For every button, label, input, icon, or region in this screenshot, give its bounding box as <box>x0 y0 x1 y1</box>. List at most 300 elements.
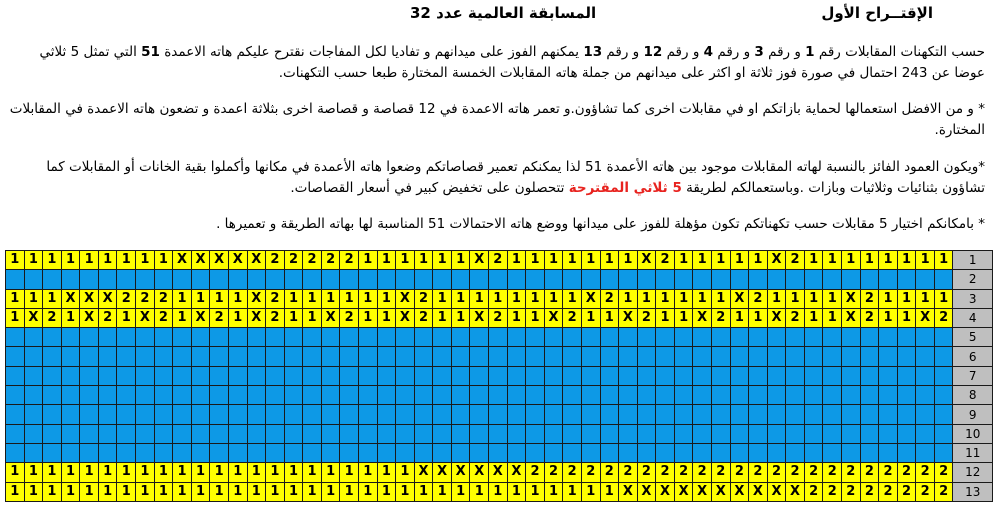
grid-cell: 2 <box>711 463 730 482</box>
grid-cell <box>619 443 638 462</box>
grid-cell: 1 <box>879 289 898 308</box>
grid-cell: 1 <box>247 463 266 482</box>
grid-cell: X <box>916 308 935 327</box>
grid-cell: 1 <box>711 289 730 308</box>
grid-cell <box>340 270 359 289</box>
grid-cell: 1 <box>266 482 285 501</box>
grid-cell <box>749 424 768 443</box>
grid-cell <box>210 405 229 424</box>
grid-cell: X <box>136 308 155 327</box>
grid-cell <box>173 328 192 347</box>
grid-cell <box>786 386 805 405</box>
grid-cell <box>191 270 210 289</box>
grid-cell <box>637 443 656 462</box>
grid-cell <box>43 443 62 462</box>
grid-cell <box>674 328 693 347</box>
grid-cell <box>767 270 786 289</box>
grid-cell <box>823 443 842 462</box>
grid-cell <box>916 366 935 385</box>
grid-cell <box>340 366 359 385</box>
grid-cell <box>767 424 786 443</box>
grid-cell: 2 <box>656 251 675 270</box>
grid-cell: 2 <box>674 463 693 482</box>
grid-cell <box>804 424 823 443</box>
grid-cell <box>173 405 192 424</box>
grid-cell: 2 <box>266 251 285 270</box>
grid-cell <box>544 270 563 289</box>
grid-cell <box>451 366 470 385</box>
grid-cell <box>916 328 935 347</box>
grid-cell: 2 <box>284 251 303 270</box>
grid-cell: X <box>581 289 600 308</box>
grid-cell: 1 <box>24 289 43 308</box>
grid-cell: 1 <box>451 482 470 501</box>
grid-cell <box>80 270 99 289</box>
grid-cell: 1 <box>321 482 340 501</box>
grid-cell: 2 <box>879 482 898 501</box>
grid-cell: 1 <box>284 463 303 482</box>
grid-cell <box>581 366 600 385</box>
grid-cell: 1 <box>823 308 842 327</box>
grid-cell <box>247 270 266 289</box>
grid-cell <box>24 443 43 462</box>
grid-cell <box>24 328 43 347</box>
grid-cell <box>6 386 25 405</box>
grid-cell: 1 <box>711 251 730 270</box>
grid-cell <box>433 405 452 424</box>
grid-cell <box>303 443 322 462</box>
grid-cell <box>897 270 916 289</box>
grid-cell <box>563 386 582 405</box>
grid-cell <box>247 405 266 424</box>
grid-cell <box>377 270 396 289</box>
grid-cell: 1 <box>563 289 582 308</box>
grid-cell: 1 <box>619 289 638 308</box>
grid-cell <box>24 405 43 424</box>
grid-cell: X <box>544 308 563 327</box>
grid-cell <box>934 424 953 443</box>
grid-cell: 1 <box>823 251 842 270</box>
grid-cell <box>897 347 916 366</box>
grid-cell <box>154 443 173 462</box>
grid-cell: 1 <box>117 251 136 270</box>
row-number: 6 <box>953 347 993 366</box>
grid-cell: 1 <box>228 308 247 327</box>
grid-cell: 1 <box>191 463 210 482</box>
grid-cell: 2 <box>897 482 916 501</box>
grid-cell: 1 <box>377 289 396 308</box>
grid-cell: 1 <box>6 289 25 308</box>
row-number: 5 <box>953 328 993 347</box>
grid-cell <box>451 405 470 424</box>
grid-cell <box>526 386 545 405</box>
grid-cell <box>210 366 229 385</box>
grid-cell <box>98 366 117 385</box>
grid-cell <box>767 405 786 424</box>
grid-cell <box>897 443 916 462</box>
grid-cell <box>117 424 136 443</box>
grid-cell: 1 <box>154 251 173 270</box>
grid-cell <box>191 405 210 424</box>
grid-cell <box>321 270 340 289</box>
grid-cell: 1 <box>377 463 396 482</box>
row-number: 1 <box>953 251 993 270</box>
grid-cell: 1 <box>823 289 842 308</box>
grid-cell <box>266 405 285 424</box>
grid-cell: X <box>619 308 638 327</box>
grid-cell <box>842 424 861 443</box>
grid-cell: X <box>470 463 489 482</box>
grid-cell <box>526 443 545 462</box>
grid-cell: 1 <box>228 289 247 308</box>
grid-cell: 1 <box>414 251 433 270</box>
grid-cell: 1 <box>600 251 619 270</box>
grid-cell <box>711 270 730 289</box>
grid-cell <box>358 405 377 424</box>
grid-cell <box>284 386 303 405</box>
paragraph-text-run: 13 <box>583 44 603 60</box>
grid-cell <box>674 366 693 385</box>
grid-cell: 1 <box>656 308 675 327</box>
grid-cell <box>842 270 861 289</box>
grid-cell <box>98 405 117 424</box>
grid-cell: 1 <box>396 251 415 270</box>
grid-cell <box>117 328 136 347</box>
grid-cell: 2 <box>897 463 916 482</box>
grid-cell <box>600 328 619 347</box>
grid-cell: 2 <box>730 463 749 482</box>
grid-cell <box>191 424 210 443</box>
grid-cell <box>136 270 155 289</box>
grid-cell: 1 <box>266 463 285 482</box>
grid-cell <box>563 347 582 366</box>
grid-cell: 1 <box>303 482 322 501</box>
grid-cell: 1 <box>433 289 452 308</box>
grid-cell <box>897 424 916 443</box>
grid-cell <box>377 366 396 385</box>
grid-cell <box>842 386 861 405</box>
grid-cell <box>860 347 879 366</box>
grid-cell <box>284 443 303 462</box>
row-number: 3 <box>953 289 993 308</box>
grid-cell <box>563 328 582 347</box>
grid-cell: 2 <box>600 463 619 482</box>
grid-cell <box>916 443 935 462</box>
grid-cell: X <box>711 482 730 501</box>
grid-cell <box>749 270 768 289</box>
grid-cell <box>897 328 916 347</box>
grid-cell <box>600 366 619 385</box>
grid-cell <box>396 424 415 443</box>
paragraph-text-run: * و من الافضل استعمالها لحماية بازاتكم او في مقابلات اخرى كما تشاؤون.و تعمر هاته الاعمدة في 12 قصاصة و قصاصة اخرى بثلاثة اعمدة و تضعون هاته الاعمدة في المقابلات المختارة. <box>9 101 985 138</box>
grid-cell <box>433 443 452 462</box>
grid-cell <box>489 366 508 385</box>
grid-cell: X <box>210 251 229 270</box>
grid-cell: 1 <box>451 251 470 270</box>
grid-cell <box>396 366 415 385</box>
grid-cell: 1 <box>897 308 916 327</box>
row-number: 12 <box>953 463 993 482</box>
grid-cell <box>581 347 600 366</box>
paragraph-text-run: 5 ثلاثي المقترحة <box>568 180 682 196</box>
grid-cell <box>489 424 508 443</box>
grid-cell: X <box>191 308 210 327</box>
grid-cell <box>674 405 693 424</box>
grid-cell: 1 <box>489 289 508 308</box>
grid-cell <box>6 328 25 347</box>
grid-cell <box>6 405 25 424</box>
grid-cell: 2 <box>340 251 359 270</box>
grid-cell <box>507 347 526 366</box>
grid-cell <box>860 386 879 405</box>
grid-cell <box>526 366 545 385</box>
grid-cell <box>154 424 173 443</box>
grid-cell <box>730 328 749 347</box>
grid-cell <box>693 270 712 289</box>
grid-cell: 1 <box>6 482 25 501</box>
grid-cell: 1 <box>43 482 62 501</box>
grid-cell <box>80 424 99 443</box>
grid-cell <box>842 328 861 347</box>
grid-cell <box>117 366 136 385</box>
grid-cell: 2 <box>600 289 619 308</box>
grid-cell: 2 <box>860 482 879 501</box>
grid-cell: 1 <box>377 482 396 501</box>
grid-cell <box>340 424 359 443</box>
grid-cell: 1 <box>674 251 693 270</box>
grid-cell <box>80 328 99 347</box>
grid-cell <box>749 347 768 366</box>
grid-cell <box>619 270 638 289</box>
grid-cell: X <box>767 482 786 501</box>
grid-cell <box>358 328 377 347</box>
grid-cell: 1 <box>191 482 210 501</box>
grid-cell <box>489 443 508 462</box>
grid-cell <box>321 443 340 462</box>
grid-cell: 1 <box>749 308 768 327</box>
grid-cell: 1 <box>61 463 80 482</box>
grid-cell <box>470 443 489 462</box>
grid-cell <box>897 366 916 385</box>
grid-cell <box>507 386 526 405</box>
grid-cell <box>210 424 229 443</box>
grid-cell <box>433 270 452 289</box>
grid-cell <box>637 386 656 405</box>
grid-cell: 1 <box>377 308 396 327</box>
grid-cell <box>6 424 25 443</box>
grid-cell <box>934 347 953 366</box>
grid-cell <box>489 386 508 405</box>
grid-cell: X <box>637 251 656 270</box>
grid-cell <box>507 270 526 289</box>
grid-cell: 1 <box>767 289 786 308</box>
grid-cell: 1 <box>117 482 136 501</box>
grid-cell <box>693 405 712 424</box>
grid-cell <box>842 443 861 462</box>
grid-cell <box>507 443 526 462</box>
paragraph-text-run: * بامكانكم اختيار 5 مقابلات حسب تكهناتكم تكون مؤهلة للفوز على ميدانها ووضع هاته الاحتمالات 51 المناسبة لها بهاته الطريقة و تعميرها . <box>216 216 985 232</box>
grid-cell: 1 <box>526 482 545 501</box>
grid-cell <box>879 424 898 443</box>
grid-cell <box>173 366 192 385</box>
grid-cell: X <box>321 308 340 327</box>
grid-cell: 2 <box>786 251 805 270</box>
grid-cell <box>860 366 879 385</box>
grid-cell <box>173 443 192 462</box>
grid-cell <box>136 328 155 347</box>
grid-cell <box>433 386 452 405</box>
grid-cell: 1 <box>507 482 526 501</box>
grid-cell <box>414 270 433 289</box>
grid-cell: 2 <box>526 463 545 482</box>
grid-cell <box>749 443 768 462</box>
grid-cell: 1 <box>674 308 693 327</box>
grid-row <box>6 482 993 501</box>
grid-cell: X <box>507 463 526 482</box>
grid-cell <box>284 405 303 424</box>
grid-cell <box>767 328 786 347</box>
grid-cell <box>210 347 229 366</box>
grid-cell <box>80 386 99 405</box>
grid-cell: 2 <box>879 463 898 482</box>
grid-cell: 1 <box>489 482 508 501</box>
paragraph-4 <box>6 214 985 235</box>
grid-row <box>6 308 993 327</box>
grid-row <box>6 347 993 366</box>
grid-cell <box>43 270 62 289</box>
grid-cell <box>600 443 619 462</box>
grid-cell: 1 <box>340 289 359 308</box>
grid-cell: 2 <box>266 289 285 308</box>
grid-cell <box>489 270 508 289</box>
grid-cell <box>749 405 768 424</box>
grid-cell: 1 <box>544 289 563 308</box>
paragraph-text-run: 12 <box>643 44 663 60</box>
grid-cell <box>637 347 656 366</box>
grid-cell <box>711 328 730 347</box>
grid-cell: X <box>396 289 415 308</box>
grid-cell: 1 <box>600 482 619 501</box>
grid-cell: 1 <box>6 251 25 270</box>
grid-cell <box>61 443 80 462</box>
grid-cell <box>80 443 99 462</box>
grid-cell <box>136 405 155 424</box>
paragraph-text-run: و رقم <box>662 44 704 60</box>
grid-cell <box>934 386 953 405</box>
grid-cell <box>377 424 396 443</box>
grid-cell <box>340 347 359 366</box>
grid-cell <box>934 328 953 347</box>
grid-cell: 2 <box>860 308 879 327</box>
grid-cell: 1 <box>321 463 340 482</box>
grid-cell: 2 <box>637 308 656 327</box>
grid-cell: 2 <box>916 482 935 501</box>
grid-cell <box>80 366 99 385</box>
grid-cell <box>191 366 210 385</box>
grid-cell: 1 <box>24 463 43 482</box>
grid-cell: 2 <box>656 463 675 482</box>
grid-cell <box>61 424 80 443</box>
grid-cell: 1 <box>451 289 470 308</box>
grid-cell: 2 <box>563 463 582 482</box>
grid-cell <box>358 386 377 405</box>
grid-cell <box>247 366 266 385</box>
grid-cell: 1 <box>136 463 155 482</box>
grid-cell: X <box>674 482 693 501</box>
grid-cell <box>786 366 805 385</box>
grid-cell: 1 <box>303 289 322 308</box>
grid-cell: 1 <box>303 463 322 482</box>
grid-row <box>6 405 993 424</box>
grid-cell: 1 <box>433 308 452 327</box>
grid-cell: 2 <box>860 289 879 308</box>
grid-cell <box>711 386 730 405</box>
grid-cell <box>619 424 638 443</box>
grid-cell: 1 <box>470 289 489 308</box>
grid-cell <box>98 328 117 347</box>
grid-cell <box>433 366 452 385</box>
grid-cell <box>860 424 879 443</box>
grid-cell <box>414 347 433 366</box>
grid-cell: 1 <box>80 482 99 501</box>
grid-cell <box>767 347 786 366</box>
grid-cell <box>767 366 786 385</box>
grid-cell <box>284 328 303 347</box>
grid-cell: 1 <box>581 482 600 501</box>
grid-cell <box>711 424 730 443</box>
grid-cell <box>396 386 415 405</box>
grid-cell: 2 <box>266 308 285 327</box>
grid-cell <box>804 405 823 424</box>
grid-cell: 1 <box>24 251 43 270</box>
grid-cell: X <box>61 289 80 308</box>
grid-cell: 1 <box>284 289 303 308</box>
grid-cell <box>117 405 136 424</box>
grid-cell: 1 <box>136 251 155 270</box>
row-number: 8 <box>953 386 993 405</box>
grid-cell <box>507 405 526 424</box>
grid-cell <box>377 386 396 405</box>
grid-cell: 1 <box>98 251 117 270</box>
grid-cell <box>43 424 62 443</box>
grid-cell <box>6 270 25 289</box>
grid-cell <box>247 328 266 347</box>
grid-cell <box>6 366 25 385</box>
grid-cell <box>24 270 43 289</box>
grid-cell: 1 <box>98 463 117 482</box>
grid-cell <box>674 424 693 443</box>
grid-cell <box>303 328 322 347</box>
grid-cell <box>693 424 712 443</box>
grid-cell <box>730 347 749 366</box>
grid-cell <box>470 347 489 366</box>
grid-cell <box>247 386 266 405</box>
grid-cell <box>507 328 526 347</box>
paragraph-text-run: التي تمثل 5 ثلاثي عوضا عن 243 احتمال في صورة فوز ثلاثة او اكثر على ميدانهم من جملة هاته المقابلات الخمسة المختارة طبعا حسب التكهنات. <box>39 44 985 81</box>
grid-cell <box>228 366 247 385</box>
grid-cell <box>98 347 117 366</box>
grid-cell <box>136 443 155 462</box>
grid-cell <box>581 328 600 347</box>
grid-cell <box>377 347 396 366</box>
paragraph-text-run: و رقم <box>602 44 644 60</box>
grid-cell <box>637 328 656 347</box>
grid-cell: 1 <box>507 308 526 327</box>
grid-cell: 2 <box>711 308 730 327</box>
grid-cell: 1 <box>879 308 898 327</box>
grid-cell: 2 <box>619 463 638 482</box>
grid-cell: 1 <box>6 308 25 327</box>
